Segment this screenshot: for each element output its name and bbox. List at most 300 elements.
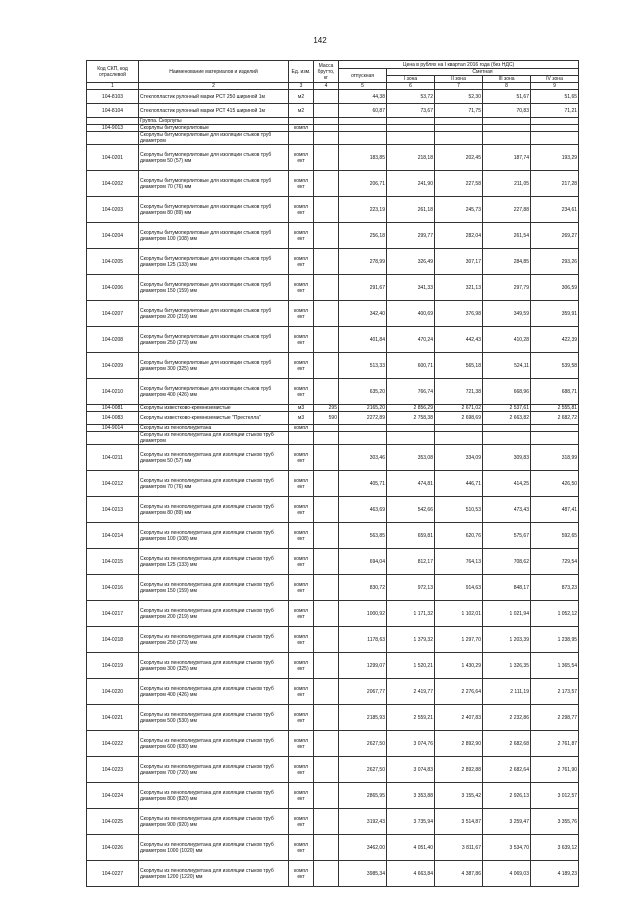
price-release: 2627,50 [339, 731, 387, 757]
item-name: Скорлупы битумоперлитовые для изоляции стыков труб диаметром 200 (219) мм [139, 301, 289, 327]
item-name: Скорлупы битумоперлитовые для изоляции стыков труб диаметром [139, 132, 289, 145]
price-release: 303,46 [339, 445, 387, 471]
price-release: 3462,00 [339, 835, 387, 861]
item-code: 104-0216 [87, 575, 139, 601]
price-zone-4: 2 682,72 [531, 412, 579, 425]
price-zone-2: 52,30 [435, 90, 483, 104]
price-release: 2185,93 [339, 705, 387, 731]
price-zone-1 [387, 432, 435, 445]
price-zone-3: 410,28 [483, 327, 531, 353]
item-unit: компл [289, 125, 314, 132]
price-zone-1: 353,08 [387, 445, 435, 471]
price-zone-2: 4 387,86 [435, 861, 483, 887]
price-zone-4 [531, 432, 579, 445]
item-unit: м3 [289, 412, 314, 425]
item-code: 104-9013 [87, 125, 139, 132]
price-zone-1: 73,67 [387, 104, 435, 118]
item-name: Скорлупы битумоперлитовые для изоляции стыков труб диаметром 70 (76) мм [139, 171, 289, 197]
price-zone-3: 1 021,94 [483, 601, 531, 627]
item-mass [314, 679, 339, 705]
item-name: Скорлупы известково-кремнеземистые "Престелла" [139, 412, 289, 425]
item-unit: компл ект [289, 171, 314, 197]
price-zone-1: 3 735,94 [387, 809, 435, 835]
item-unit: компл ект [289, 523, 314, 549]
table-row [87, 249, 579, 275]
price-zone-3: 708,62 [483, 549, 531, 575]
item-unit: компл ект [289, 601, 314, 627]
price-zone-4: 2 761,90 [531, 757, 579, 783]
price-zone-3: 1 326,35 [483, 653, 531, 679]
item-unit: м2 [289, 104, 314, 118]
price-zone-3: 227,88 [483, 197, 531, 223]
price-zone-3: 2 232,86 [483, 705, 531, 731]
price-zone-2: 307,17 [435, 249, 483, 275]
item-unit: компл ект [289, 197, 314, 223]
price-zone-4 [531, 125, 579, 132]
price-zone-4: 3 639,12 [531, 835, 579, 861]
price-zone-4: 318,99 [531, 445, 579, 471]
item-code [87, 132, 139, 145]
table-row [87, 327, 579, 353]
price-zone-2: 3 155,42 [435, 783, 483, 809]
item-mass [314, 249, 339, 275]
price-zone-3: 473,43 [483, 497, 531, 523]
price-zone-3: 4 069,03 [483, 861, 531, 887]
price-release: 291,67 [339, 275, 387, 301]
item-unit: компл [289, 425, 314, 432]
price-zone-3: 51,67 [483, 90, 531, 104]
price-zone-1: 812,17 [387, 549, 435, 575]
price-release: 60,87 [339, 104, 387, 118]
price-zone-4: 217,28 [531, 171, 579, 197]
item-name: Скорлупы из пенополиуретана для изоляции стыков труб диаметром 250 (273) мм [139, 627, 289, 653]
price-zone-4: 426,50 [531, 471, 579, 497]
table-row [87, 90, 579, 104]
item-name: Скорлупы из пенополиуретана [139, 425, 289, 432]
price-zone-4: 306,59 [531, 275, 579, 301]
group-row [87, 118, 579, 125]
item-code: 104-0209 [87, 353, 139, 379]
item-name: Скорлупы битумоперлитовые для изоляции стыков труб диаметром 80 (89) мм [139, 197, 289, 223]
item-name: Скорлупы из пенополиуретана для изоляции стыков труб диаметром 400 (426) мм [139, 679, 289, 705]
item-code: 104-0208 [87, 327, 139, 353]
price-zone-3: 3 259,47 [483, 809, 531, 835]
item-code: 104-0227 [87, 861, 139, 887]
item-name: Скорлупы известково-кремнеземистые [139, 405, 289, 412]
price-zone-2: 721,38 [435, 379, 483, 405]
price-zone-1: 299,77 [387, 223, 435, 249]
item-name: Скорлупы из пенополиуретана для изоляции стыков труб диаметром 1200 (1220) мм [139, 861, 289, 887]
header-price-title: Цена в рублях на I квартал 2016 года (без НДС) [339, 61, 579, 69]
item-name: Скорлупы битумоперлитовые [139, 125, 289, 132]
price-release: 2627,50 [339, 757, 387, 783]
price-release: 513,33 [339, 353, 387, 379]
price-zone-4: 422,39 [531, 327, 579, 353]
price-zone-3: 2 111,19 [483, 679, 531, 705]
item-name: Скорлупы битумоперлитовые для изоляции стыков труб диаметром 300 (325) мм [139, 353, 289, 379]
price-zone-4: 2 173,57 [531, 679, 579, 705]
price-release: 401,84 [339, 327, 387, 353]
column-number: 4 [314, 83, 339, 90]
price-zone-1: 2 419,77 [387, 679, 435, 705]
price-zone-1: 4 051,40 [387, 835, 435, 861]
item-name: Скорлупы из пенополиуретана для изоляции стыков труб диаметром 100 (108) мм [139, 523, 289, 549]
header-name: Наименование материалов и изделий [139, 61, 289, 83]
item-code: 104-0081 [87, 405, 139, 412]
price-release: 2272,89 [339, 412, 387, 425]
price-zone-4: 51,65 [531, 90, 579, 104]
item-unit: компл ект [289, 575, 314, 601]
price-zone-1: 400,69 [387, 301, 435, 327]
price-release [339, 132, 387, 145]
table-row [87, 132, 579, 145]
table-row [87, 601, 579, 627]
table-row [87, 549, 579, 575]
item-mass [314, 118, 339, 125]
item-unit: компл ект [289, 223, 314, 249]
price-zone-2: 620,76 [435, 523, 483, 549]
price-zone-2: 565,18 [435, 353, 483, 379]
price-release: 342,40 [339, 301, 387, 327]
price-zone-1: 659,81 [387, 523, 435, 549]
price-zone-3: 70,83 [483, 104, 531, 118]
price-zone-4: 592,65 [531, 523, 579, 549]
price-zone-4 [531, 132, 579, 145]
header-zone-1: I зона [387, 76, 435, 83]
item-code: 104-0206 [87, 275, 139, 301]
item-code: 104-0205 [87, 249, 139, 275]
table-row [87, 405, 579, 412]
price-zone-3: 2 663,82 [483, 412, 531, 425]
item-mass [314, 275, 339, 301]
table-row [87, 731, 579, 757]
price-zone-3: 1 203,39 [483, 627, 531, 653]
table-row [87, 471, 579, 497]
item-mass: 590 [314, 412, 339, 425]
item-code: 104-0203 [87, 197, 139, 223]
item-mass [314, 125, 339, 132]
item-unit: компл ект [289, 353, 314, 379]
item-name: Скорлупы из пенополиуретана для изоляции стыков труб диаметром 70 (76) мм [139, 471, 289, 497]
price-zone-3: 3 534,70 [483, 835, 531, 861]
price-zone-3: 261,54 [483, 223, 531, 249]
price-zone-1: 241,90 [387, 171, 435, 197]
price-zone-1: 1 171,32 [387, 601, 435, 627]
price-zone-3: 524,11 [483, 353, 531, 379]
price-release: 183,85 [339, 145, 387, 171]
table-row [87, 197, 579, 223]
item-mass [314, 223, 339, 249]
price-zone-3: 414,25 [483, 471, 531, 497]
item-mass [314, 861, 339, 887]
item-mass [314, 197, 339, 223]
price-release: 206,71 [339, 171, 387, 197]
price-zone-2: 446,71 [435, 471, 483, 497]
item-mass [314, 327, 339, 353]
item-unit: компл ект [289, 301, 314, 327]
price-release: 223,19 [339, 197, 387, 223]
item-name: Стеклопластик рулонный марки РСТ 250 шириной 1м [139, 90, 289, 104]
price-release: 405,71 [339, 471, 387, 497]
price-release: 1299,07 [339, 653, 387, 679]
price-release: 1000,92 [339, 601, 387, 627]
table-row [87, 627, 579, 653]
price-zone-2: 71,75 [435, 104, 483, 118]
price-zone-2: 914,63 [435, 575, 483, 601]
price-zone-2: 202,45 [435, 145, 483, 171]
item-unit: компл ект [289, 783, 314, 809]
price-release: 2067,77 [339, 679, 387, 705]
item-code: 104-0210 [87, 379, 139, 405]
table-row [87, 679, 579, 705]
table-row [87, 171, 579, 197]
price-zone-2: 2 698,69 [435, 412, 483, 425]
price-zone-1: 3 074,76 [387, 731, 435, 757]
table-row [87, 301, 579, 327]
table-row [87, 275, 579, 301]
item-name: Скорлупы битумоперлитовые для изоляции стыков труб диаметром 100 (108) мм [139, 223, 289, 249]
price-zone-1: 972,13 [387, 575, 435, 601]
item-name: Скорлупы битумоперлитовые для изоляции стыков труб диаметром 150 (159) мм [139, 275, 289, 301]
column-number: 2 [139, 83, 289, 90]
item-code: 104-0215 [87, 549, 139, 575]
item-name: Скорлупы из пенополиуретана для изоляции стыков труб диаметром 150 (159) мм [139, 575, 289, 601]
item-code: 104-0217 [87, 601, 139, 627]
item-mass [314, 653, 339, 679]
price-zone-4: 539,58 [531, 353, 579, 379]
item-code: 104-0211 [87, 445, 139, 471]
item-mass [314, 145, 339, 171]
item-code: 104-0212 [87, 471, 139, 497]
column-number: 9 [531, 83, 579, 90]
item-mass [314, 783, 339, 809]
item-unit: компл ект [289, 327, 314, 353]
price-zone-1: 3 074,83 [387, 757, 435, 783]
price-zone-1: 2 856,29 [387, 405, 435, 412]
item-code: 104-8104 [87, 104, 139, 118]
item-code: 104-0225 [87, 809, 139, 835]
price-zone-3 [483, 432, 531, 445]
item-unit: компл ект [289, 653, 314, 679]
item-unit: компл ект [289, 471, 314, 497]
item-unit: м3 [289, 405, 314, 412]
price-zone-4: 293,26 [531, 249, 579, 275]
header-zone-4: IV зона [531, 76, 579, 83]
item-unit [289, 118, 314, 125]
item-code: 104-0214 [87, 523, 139, 549]
item-mass [314, 601, 339, 627]
item-name: Скорлупы битумоперлитовые для изоляции стыков труб диаметром 250 (273) мм [139, 327, 289, 353]
page-number: 142 [313, 36, 327, 45]
price-table [86, 60, 579, 887]
price-zone-1: 1 379,32 [387, 627, 435, 653]
price-zone-3: 187,74 [483, 145, 531, 171]
column-number: 7 [435, 83, 483, 90]
table-row [87, 575, 579, 601]
price-zone-2 [435, 432, 483, 445]
price-zone-2: 1 430,29 [435, 653, 483, 679]
column-number: 8 [483, 83, 531, 90]
price-zone-2: 3 811,67 [435, 835, 483, 861]
item-unit: компл ект [289, 809, 314, 835]
item-code: 104-0223 [87, 757, 139, 783]
price-zone-2: 376,98 [435, 301, 483, 327]
item-unit: компл ект [289, 679, 314, 705]
price-zone-1 [387, 132, 435, 145]
price-zone-3: 349,59 [483, 301, 531, 327]
item-code: 104-0201 [87, 145, 139, 171]
column-number: 5 [339, 83, 387, 90]
item-mass [314, 523, 339, 549]
table-row [87, 653, 579, 679]
price-zone-2: 321,13 [435, 275, 483, 301]
price-zone-1: 3 353,88 [387, 783, 435, 809]
table-row [87, 861, 579, 887]
price-zone-4: 2 761,87 [531, 731, 579, 757]
price-zone-3: 211,05 [483, 171, 531, 197]
item-unit: компл ект [289, 861, 314, 887]
item-unit: компл ект [289, 445, 314, 471]
price-zone-1: 470,24 [387, 327, 435, 353]
price-release [339, 425, 387, 432]
price-zone-2: 2 892,88 [435, 757, 483, 783]
item-code: 104-0218 [87, 627, 139, 653]
price-zone-4 [531, 425, 579, 432]
price-zone-2: 2 407,83 [435, 705, 483, 731]
price-zone-2: 1 102,01 [435, 601, 483, 627]
price-zone-2: 2 276,64 [435, 679, 483, 705]
table-row [87, 379, 579, 405]
price-zone-3: 309,83 [483, 445, 531, 471]
price-zone-2 [435, 118, 483, 125]
price-zone-4: 1 365,54 [531, 653, 579, 679]
price-release: 635,20 [339, 379, 387, 405]
price-zone-4: 3 355,76 [531, 809, 579, 835]
item-unit: компл ект [289, 835, 314, 861]
item-name: Скорлупы из пенополиуретана для изоляции стыков труб диаметром 50 (57) мм [139, 445, 289, 471]
price-zone-4: 487,41 [531, 497, 579, 523]
item-code: 104-0207 [87, 301, 139, 327]
table-row [87, 445, 579, 471]
price-zone-1: 4 663,84 [387, 861, 435, 887]
item-mass [314, 379, 339, 405]
table-row [87, 523, 579, 549]
item-unit: компл ект [289, 275, 314, 301]
item-name: Скорлупы из пенополиуретана для изоляции стыков труб диаметром 300 (325) мм [139, 653, 289, 679]
price-zone-4: 2 555,81 [531, 405, 579, 412]
item-unit: компл ект [289, 145, 314, 171]
price-zone-4: 729,54 [531, 549, 579, 575]
price-zone-3 [483, 125, 531, 132]
price-release [339, 118, 387, 125]
item-mass [314, 171, 339, 197]
header-estimate: Сметная [387, 69, 579, 76]
table-row [87, 125, 579, 132]
price-release: 44,38 [339, 90, 387, 104]
table-row [87, 412, 579, 425]
item-mass [314, 425, 339, 432]
item-name: Скорлупы из пенополиуретана для изоляции стыков труб диаметром 1000 (1020) мм [139, 835, 289, 861]
price-zone-2 [435, 125, 483, 132]
price-zone-2: 245,73 [435, 197, 483, 223]
price-zone-2: 764,13 [435, 549, 483, 575]
item-name: Скорлупы из пенополиуретана для изоляции стыков труб диаметром 700 (720) мм [139, 757, 289, 783]
header-release: отпускная [339, 69, 387, 83]
price-release: 3985,34 [339, 861, 387, 887]
price-zone-4: 269,27 [531, 223, 579, 249]
item-mass [314, 445, 339, 471]
price-zone-1: 2 559,21 [387, 705, 435, 731]
item-unit: компл ект [289, 497, 314, 523]
table-row [87, 145, 579, 171]
price-zone-4: 193,29 [531, 145, 579, 171]
price-zone-1 [387, 425, 435, 432]
item-name: Скорлупы из пенополиуретана для изоляции стыков труб диаметром 500 (530) мм [139, 705, 289, 731]
price-release: 2165,20 [339, 405, 387, 412]
item-code: 104-0202 [87, 171, 139, 197]
item-name: Стеклопластик рулонный марки РСТ 415 шириной 1м [139, 104, 289, 118]
item-name: Скорлупы битумоперлитовые для изоляции стыков труб диаметром 50 (57) мм [139, 145, 289, 171]
price-zone-2: 510,53 [435, 497, 483, 523]
table-row [87, 223, 579, 249]
item-unit: м2 [289, 90, 314, 104]
item-code: 104-0222 [87, 731, 139, 757]
item-code: 104-9014 [87, 425, 139, 432]
price-release: 1178,63 [339, 627, 387, 653]
price-zone-4: 4 189,23 [531, 861, 579, 887]
price-zone-4: 688,71 [531, 379, 579, 405]
price-zone-4: 1 238,95 [531, 627, 579, 653]
item-mass [314, 301, 339, 327]
item-name: Скорлупы из пенополиуретана для изоляции стыков труб диаметром 600 (630) мм [139, 731, 289, 757]
item-unit: компл ект [289, 549, 314, 575]
item-name: Группа. Скорлупы [139, 118, 289, 125]
price-zone-3 [483, 425, 531, 432]
table-row [87, 497, 579, 523]
table-row [87, 757, 579, 783]
column-number: 1 [87, 83, 139, 90]
item-unit: компл ект [289, 627, 314, 653]
item-name: Скорлупы битумоперлитовые для изоляции стыков труб диаметром 400 (426) мм [139, 379, 289, 405]
item-code: 104-0224 [87, 783, 139, 809]
price-zone-3 [483, 118, 531, 125]
price-zone-1: 474,81 [387, 471, 435, 497]
price-zone-1: 53,72 [387, 90, 435, 104]
item-mass: 295 [314, 405, 339, 412]
price-zone-1: 261,18 [387, 197, 435, 223]
price-zone-2: 282,04 [435, 223, 483, 249]
price-zone-2: 1 297,70 [435, 627, 483, 653]
price-zone-2: 3 514,87 [435, 809, 483, 835]
price-zone-3: 2 926,13 [483, 783, 531, 809]
price-zone-2: 2 892,90 [435, 731, 483, 757]
price-zone-1: 600,71 [387, 353, 435, 379]
item-code: 104-8103 [87, 90, 139, 104]
column-number: 3 [289, 83, 314, 90]
price-zone-2: 2 671,02 [435, 405, 483, 412]
price-zone-3: 297,79 [483, 275, 531, 301]
price-release: 3192,43 [339, 809, 387, 835]
price-release: 830,72 [339, 575, 387, 601]
price-zone-3: 2 537,61 [483, 405, 531, 412]
table-row [87, 705, 579, 731]
item-mass [314, 90, 339, 104]
item-mass [314, 835, 339, 861]
item-mass [314, 809, 339, 835]
item-code: 104-0220 [87, 679, 139, 705]
item-mass [314, 627, 339, 653]
item-code: 104-0204 [87, 223, 139, 249]
